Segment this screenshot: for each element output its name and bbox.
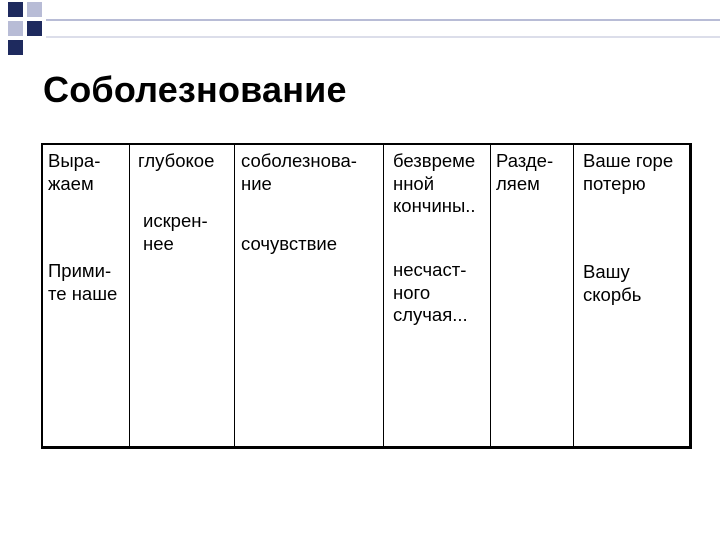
cell-col2-top: глубокое (138, 150, 215, 171)
cell-col4-top: безвреме нной кончины.. (393, 150, 476, 216)
column-divider (383, 145, 384, 446)
cell-col3-top: соболезнова- ние (241, 150, 357, 194)
cell-col6-bottom: Вашу скорбь (583, 261, 642, 305)
column-divider (234, 145, 235, 446)
phrase-table (41, 143, 692, 449)
cell-col6-top: Ваше горе потерю (583, 150, 674, 194)
column-divider (129, 145, 130, 446)
decor-square (8, 40, 23, 55)
cell-col3-bottom: сочувствие (241, 233, 338, 254)
decor-square (27, 21, 42, 36)
cell-col1-bottom: Прими- те наше (48, 260, 118, 304)
cell-col1-top: Выра- жаем (48, 150, 101, 194)
decor-square (27, 2, 42, 17)
cell-col4-bottom: несчаст- ного случая... (393, 259, 468, 325)
column-divider (490, 145, 491, 446)
decor-square (8, 2, 23, 17)
cell-col5-top: Разде- ляем (496, 150, 554, 194)
decor-square (8, 21, 23, 36)
slide-title: Соболезнование (43, 69, 347, 110)
corner-decoration (0, 0, 720, 60)
cell-col2-bottom: искрен- нее (143, 210, 208, 254)
column-divider (573, 145, 574, 446)
